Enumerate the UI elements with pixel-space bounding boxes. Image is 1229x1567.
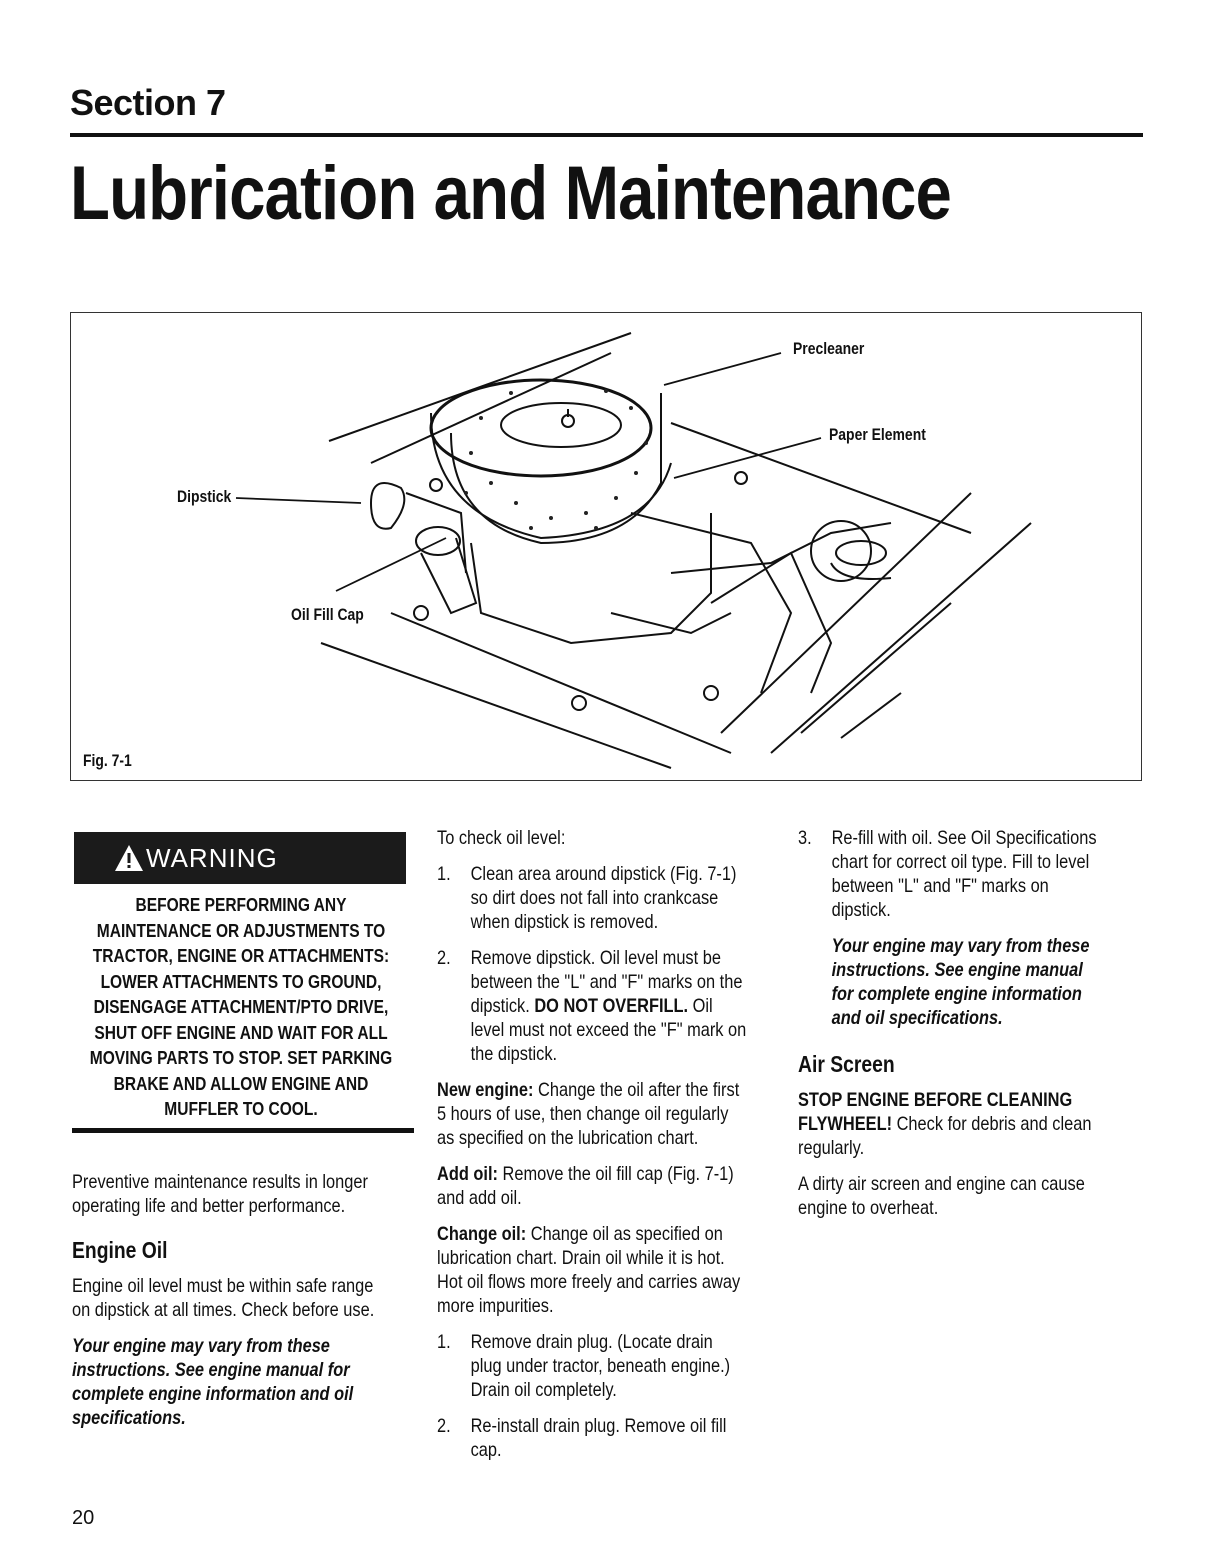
change-oil-paragraph: Change oil: Change oil as specified on lubrication chart. Drain oil while it is hot. Hot oil flows more freely and carries away more impurities. [437, 1223, 741, 1317]
intro-paragraph: Preventive maintenance results in longer operating life and better performance. [72, 1171, 368, 1217]
list-item: 2. Remove dipstick. Oil level must be between the "L" and "F" marks on the dipstick. DO NOT OVERFILL. Oil level must not exceed the "F" mark on the dipstick. [437, 947, 747, 1065]
precleaner-label: Precleaner [793, 339, 865, 358]
warning-text: BEFORE PERFORMING ANY MAINTENANCE OR ADJUSTMENTS TO TRACTOR, ENGINE OR ATTACHMENTS: LOWER ATTACHMENTS TO GROUND, DISENGAGE ATTACHMENT/PTO DRIVE, SHUT OFF ENGINE AND WAIT FOR ALL MOVING PARTS TO STOP. SET PARKING BRAKE AND ALLOW ENGINE AND MUFFLER TO COOL. [89, 894, 393, 1119]
list-item: 1. Remove drain plug. (Locate drain plug under tractor, beneath engine.) Drain oil completely. [437, 1331, 731, 1401]
column-1 [72, 1170, 482, 1442]
warning-title: WARNING [146, 843, 278, 873]
paper-element-label: Paper Element [829, 425, 926, 444]
column-3 [798, 826, 1208, 1232]
engine-note-2: Your engine may vary from these instructions. See engine manual for complete engine information and oil specifications. [831, 935, 1090, 1029]
list-item: 2. Re-install drain plug. Remove oil fill cap. [437, 1415, 727, 1461]
warning-banner [74, 832, 406, 884]
header-rule [70, 133, 1143, 137]
list-item: 3. Re-fill with oil. See Oil Specifications chart for correct oil type. Fill to level between "L" and "F" marks on dipstick. [798, 827, 1097, 921]
engine-oil-paragraph: Engine oil level must be within safe range on dipstick at all times. Check before use. [72, 1275, 375, 1321]
air-screen-note: A dirty air screen and engine can cause engine to overheat. [798, 1173, 1085, 1219]
page-title: Lubrication and Maintenance [70, 151, 952, 236]
dipstick-label: Dipstick [177, 487, 232, 506]
warning-triangle-icon [114, 844, 144, 872]
air-screen-heading: Air Screen [798, 1051, 895, 1077]
engine-illustration [71, 313, 1141, 780]
column-2 [437, 826, 847, 1474]
warning-rule [72, 1128, 414, 1133]
page-number: 20 [72, 1507, 95, 1529]
air-screen-paragraph: STOP ENGINE BEFORE CLEANING FLYWHEEL! Check for debris and clean regularly. [798, 1089, 1092, 1159]
engine-oil-heading: Engine Oil [72, 1237, 168, 1263]
check-oil-intro: To check oil level: [437, 827, 566, 849]
figure-7-1 [70, 312, 1142, 781]
list-item: 1. Clean area around dipstick (Fig. 7-1) so dirt does not fall into crankcase when dipstick is removed. [437, 863, 737, 933]
oil-fill-cap-label: Oil Fill Cap [291, 605, 364, 624]
engine-note: Your engine may vary from these instructions. See engine manual for complete engine information and oil specifications. [72, 1335, 354, 1429]
section-label: Section 7 [70, 82, 226, 123]
new-engine-paragraph: New engine: Change the oil after the first 5 hours of use, then change oil regularly as specified on the lubrication chart. [437, 1079, 740, 1149]
add-oil-paragraph: Add oil: Remove the oil fill cap (Fig. 7-1) and add oil. [437, 1163, 734, 1209]
figure-caption: Fig. 7-1 [83, 751, 132, 770]
